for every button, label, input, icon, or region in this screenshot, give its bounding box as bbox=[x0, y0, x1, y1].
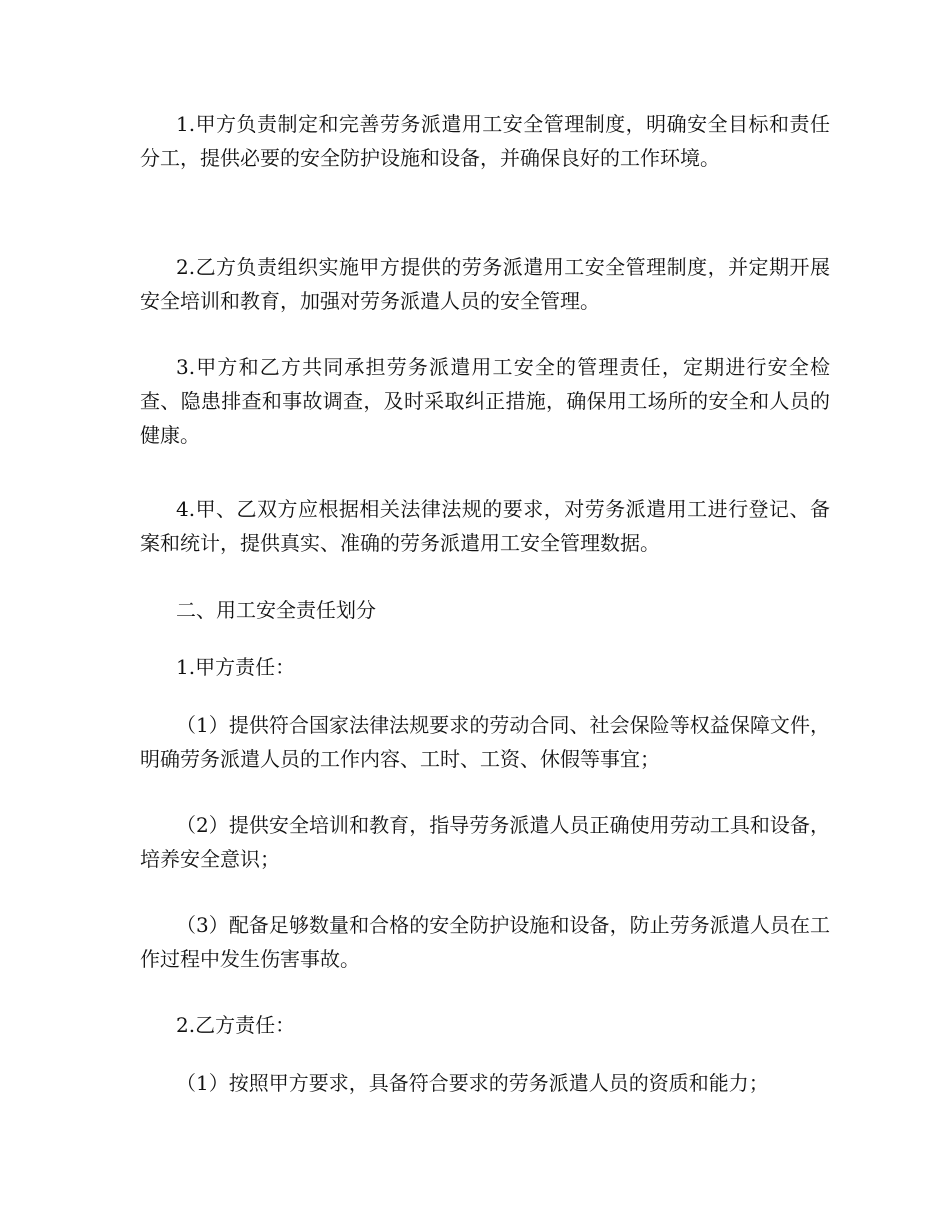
paragraph-party-a-heading: 1.甲方责任： bbox=[176, 655, 296, 679]
paragraph-3: 3.甲方和乙方共同承担劳务派遣用工安全的管理责任，定期进行安全检查、隐患排查和事故调查，及时采取纠正措施，确保用工场所的安全和人员的健康。 bbox=[140, 355, 830, 447]
paragraph-party-a-item-3: （3）配备足够数量和合格的安全防护设施和设备，防止劳务派遣人员在工作过程中发生伤害事故。 bbox=[140, 913, 830, 971]
section-heading: 二、用工安全责任划分 bbox=[176, 598, 376, 622]
paragraph-party-b-heading: 2.乙方责任： bbox=[176, 1013, 296, 1037]
paragraph-party-b-item-1: （1）按照甲方要求，具备符合要求的劳务派遣人员的资质和能力； bbox=[176, 1071, 769, 1095]
paragraph-party-a-item-1: （1）提供符合国家法律法规要求的劳动合同、社会保险等权益保障文件，明确劳务派遣人员的工作内容、工时、工资、休假等事宜； bbox=[140, 713, 830, 771]
paragraph-1: 1.甲方负责制定和完善劳务派遣用工安全管理制度，明确安全目标和责任分工，提供必要的安全防护设施和设备，并确保良好的工作环境。 bbox=[140, 112, 830, 170]
paragraph-4: 4.甲、乙双方应根据相关法律法规的要求，对劳务派遣用工进行登记、备案和统计，提供真实、准确的劳务派遣用工安全管理数据。 bbox=[140, 497, 830, 555]
paragraph-party-a-item-2: （2）提供安全培训和教育，指导劳务派遣人员正确使用劳动工具和设备，培养安全意识； bbox=[140, 813, 830, 871]
paragraph-2: 2.乙方负责组织实施甲方提供的劳务派遣用工安全管理制度，并定期开展安全培训和教育，加强对劳务派遣人员的安全管理。 bbox=[140, 255, 830, 313]
